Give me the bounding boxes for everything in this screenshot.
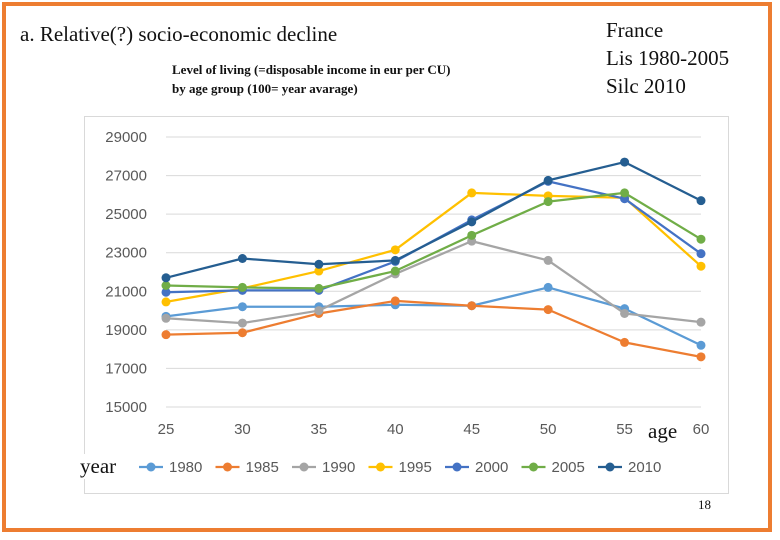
data-point-2010 <box>238 254 247 263</box>
x-axis-title: age <box>648 419 678 443</box>
page-number: 18 <box>698 497 711 512</box>
x-tick-label: 55 <box>616 421 633 438</box>
legend-swatch-marker <box>453 463 462 472</box>
y-tick-label: 23000 <box>105 244 147 262</box>
subtitle-line-1: Level of living (=disposable income in eur per CU) <box>172 62 451 77</box>
legend-label: 1985 <box>245 459 279 476</box>
legend-swatch-marker <box>300 463 309 472</box>
data-point-2005 <box>391 267 400 276</box>
data-point-2005 <box>467 231 476 240</box>
legend-swatch-marker <box>376 463 385 472</box>
data-point-2010 <box>697 196 706 205</box>
legend-swatch-marker <box>223 463 232 472</box>
y-tick-label: 27000 <box>105 167 147 185</box>
x-tick-label: 50 <box>539 421 557 438</box>
source-line-1: France <box>606 18 664 42</box>
data-point-2010 <box>162 273 171 282</box>
data-point-1995 <box>391 245 400 254</box>
data-point-2010 <box>544 176 553 185</box>
data-point-2005 <box>314 284 323 293</box>
x-tick-label: 35 <box>310 421 328 438</box>
data-point-2005 <box>162 281 171 290</box>
data-point-2005 <box>620 188 629 197</box>
series-line-1980 <box>166 287 701 345</box>
y-tick-label: 17000 <box>105 360 147 378</box>
y-tick-label: 29000 <box>105 129 147 146</box>
data-point-1985 <box>467 301 476 310</box>
y-tick-label: 25000 <box>105 206 147 224</box>
x-tick-label: 45 <box>463 421 481 438</box>
legend-label: 1995 <box>398 459 432 476</box>
data-point-1990 <box>238 319 247 328</box>
x-tick-label: 25 <box>157 421 175 438</box>
legend-label: 1980 <box>169 459 203 476</box>
line-chart <box>85 117 730 495</box>
legend-swatch-marker <box>147 463 156 472</box>
data-point-1995 <box>467 188 476 197</box>
legend-label: 2000 <box>475 459 509 476</box>
x-tick-label: 30 <box>234 421 251 438</box>
data-point-2005 <box>544 197 553 206</box>
data-point-1990 <box>314 306 323 315</box>
data-source-note <box>606 16 729 100</box>
data-point-2010 <box>467 217 476 226</box>
data-point-1990 <box>620 309 629 318</box>
source-line-2: Lis 1980-2005 <box>606 46 730 70</box>
data-point-1990 <box>162 314 171 323</box>
legend-swatch-marker <box>529 463 538 472</box>
legend-swatch-marker <box>606 463 615 472</box>
legend-label: 2010 <box>628 459 662 476</box>
chart-subtitle <box>172 60 450 98</box>
y-tick-label: 15000 <box>105 399 147 416</box>
chart-container <box>84 116 729 494</box>
legend-label: 2005 <box>551 459 585 476</box>
data-point-2010 <box>391 256 400 265</box>
source-line-3: Silc 2010 <box>606 74 686 98</box>
data-point-1995 <box>162 297 171 306</box>
data-point-1985 <box>391 296 400 305</box>
data-point-1985 <box>697 352 706 361</box>
data-point-1985 <box>238 328 247 337</box>
data-point-1985 <box>620 338 629 347</box>
y-tick-label: 19000 <box>105 321 147 339</box>
data-point-1980 <box>238 302 247 311</box>
data-point-1980 <box>544 283 553 292</box>
data-point-1980 <box>697 341 706 350</box>
x-tick-label: 40 <box>386 421 404 438</box>
y-tick-label: 21000 <box>105 283 147 301</box>
data-point-1985 <box>162 330 171 339</box>
data-point-2005 <box>238 283 247 292</box>
slide-title: a. Relative(?) socio-economic decline <box>20 22 338 46</box>
legend-label: 1990 <box>322 459 356 476</box>
legend-title: year <box>80 454 117 478</box>
subtitle-line-2: by age group (100= year avarage) <box>172 81 358 96</box>
data-point-1985 <box>544 305 553 314</box>
data-point-1990 <box>697 318 706 327</box>
x-tick-label: 60 <box>692 421 710 438</box>
data-point-1995 <box>697 262 706 271</box>
data-point-1990 <box>544 256 553 265</box>
data-point-2010 <box>620 158 629 167</box>
data-point-2000 <box>697 249 706 258</box>
data-point-2005 <box>697 235 706 244</box>
data-point-2010 <box>314 260 323 269</box>
